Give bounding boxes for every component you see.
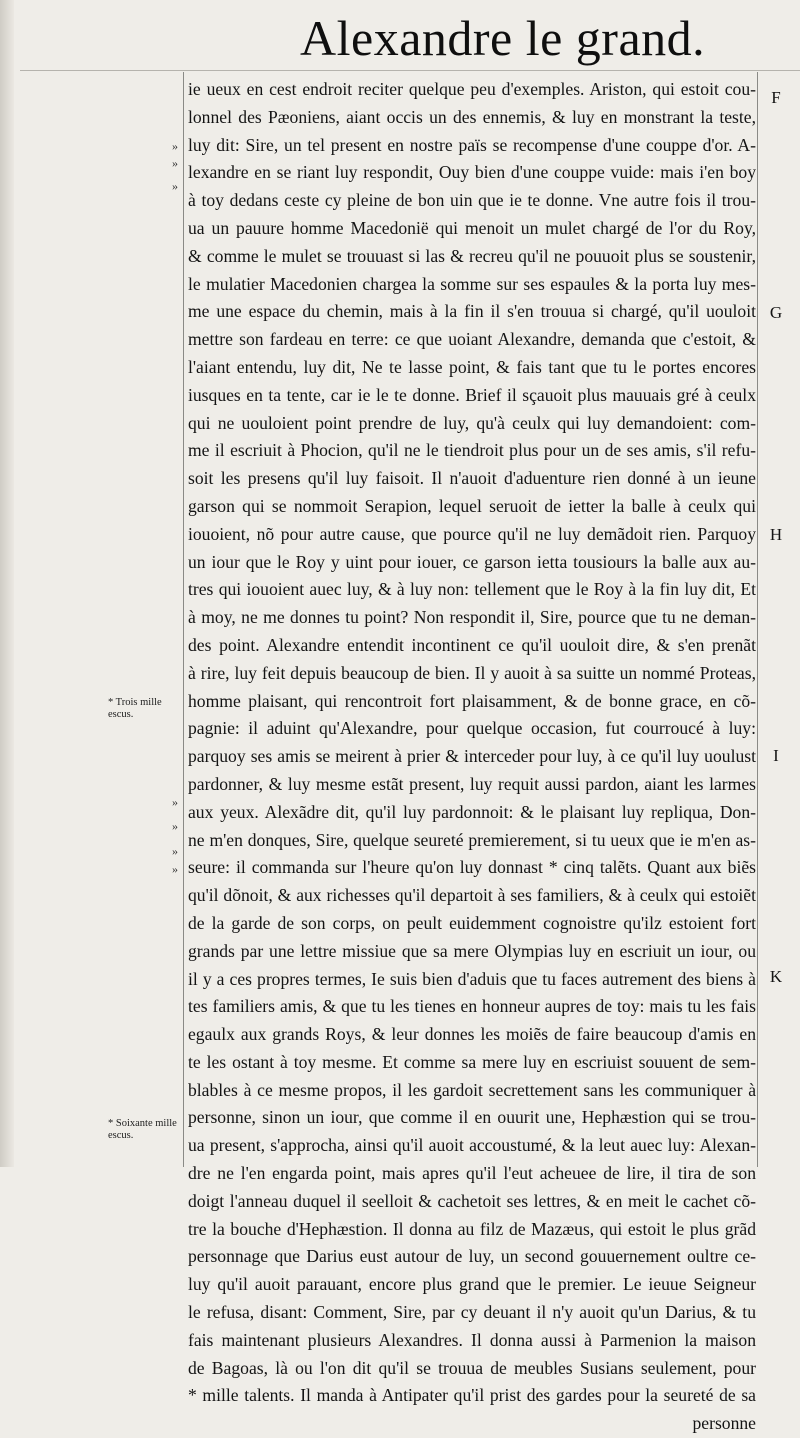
text-line: ua un pauure homme Macedonië qui menoit un mulet chargé de l'or du Roy, bbox=[188, 217, 756, 238]
margin-letter-i: I bbox=[773, 746, 779, 765]
text-line: à rire, luy feit depuis beaucoup de bien. Il y auoit à sa suitte un nommé Proteas, bbox=[188, 662, 756, 683]
text-line: lexandre en se riant luy respondit, Ouy bien d'une couppe vuide: mais i'en boy bbox=[188, 162, 756, 183]
quote-mark: » bbox=[172, 819, 178, 833]
text-line: l'aiant entendu, luy dit, Ne te lasse point, & fais tant que tu le portes encores bbox=[188, 356, 756, 377]
text-line: parquoy ses amis se meirent à prier & interceder pour luy, à ce qu'il luy uoulust bbox=[188, 746, 756, 767]
quote-mark: » bbox=[172, 139, 178, 153]
quote-mark: » bbox=[172, 795, 178, 809]
text-line: le refusa, disant: Comment, Sire, par cy deuant il n'y auoit qu'un Darius, & tu bbox=[188, 1302, 756, 1323]
text-line: personnage que Darius eust autour de luy, un second gouuernement oultre ce- bbox=[188, 1246, 756, 1267]
text-line: luy qu'il auoit parauant, encore plus grand que le premier. Le ieuue Seigneur bbox=[188, 1274, 756, 1295]
text-line: me il escriuit à Phocion, qu'il ne le tiendroit plus pour un de ses amis, s'il refu- bbox=[188, 440, 756, 461]
text-line: dre ne l'en engarda point, mais apres qu'il l'eut acheuee de lire, il tira de son bbox=[188, 1163, 756, 1184]
text-line: tre la bouche d'Hephæstion. Il donna au filz de Mazæus, qui estoit le plus grãd bbox=[188, 1218, 756, 1239]
text-line: iusques en ta tente, car ie le te donne. Brief il sçauoit plus mauuais gré à ceulx bbox=[188, 384, 756, 405]
text-line: ie ueux en cest endroit reciter quelque peu d'exemples. Ariston, qui estoit cou- bbox=[188, 79, 756, 99]
page-edge bbox=[0, 0, 14, 1167]
text-line: il y a ces propres termes, Ie suis bien d'aduis que tu faces autrement des biens à bbox=[188, 968, 756, 989]
text-line: iouoient, nõ pour autre cause, que pource qu'il ne luy demãdoit rien. Parquoy bbox=[188, 523, 756, 544]
text-line: pagnie: il aduint qu'Alexandre, pour quelque occasion, fut courroucé à luy: bbox=[188, 718, 756, 739]
text-line: doigt l'anneau duquel il seelloit & cachetoit ses lettres, & en meit le cachet cõ- bbox=[188, 1190, 756, 1211]
text-line: qu'il dõnoit, & aux richesses qu'il departoit à ses familiers, & à ceulx qui estoiẽt bbox=[188, 885, 756, 906]
text-line: un iour que le Roy y uint pour iouer, ce garson ietta tousiours la balle aux au- bbox=[188, 551, 756, 572]
text-line: le mulatier Macedonien chargea la somme sur ses espaules & la porta luy mes- bbox=[188, 273, 756, 294]
margin-letter-k: K bbox=[769, 967, 783, 986]
text-line: tres qui iouoient auec luy, & à luy non: tellement que le Roy à la fin luy dit, Et bbox=[188, 579, 756, 600]
side-note-soixante-mille: * Soixante mille escus. bbox=[108, 1118, 177, 1141]
text-line: grands par une lettre missiue que sa mere Olympias luy en escriuit un iour, ou bbox=[188, 940, 756, 961]
text-line: personne, sinon un iour, que comme il en ouurit une, Hephæstion qui se trou- bbox=[188, 1107, 756, 1128]
text-line: soit les presens qu'il luy faisoit. Il n'auoit d'aduenture rien donné à un ieune bbox=[188, 468, 756, 489]
text-line: blables à ce mesme propos, il les gardoit secrettement sans les communiquer à bbox=[188, 1079, 756, 1100]
quote-mark: » bbox=[172, 862, 178, 876]
text-line: tes familiers amis, & que tu les tienes en honneur aupres de toy: mais tu les fais bbox=[188, 996, 756, 1017]
text-line: qui ne uouloient point prendre de luy, qu'à ceulx qui luy demandoient: com- bbox=[188, 412, 756, 433]
text-line: luy dit: Sire, un tel present en nostre païs se recompense d'une couppe d'or. A- bbox=[188, 134, 756, 155]
text-line: garson qui se nommoit Serapion, lequel seruoit de ietter la balle à ceulx qui bbox=[188, 495, 756, 516]
text-line: de la garde de son corps, on peult euidemment cognoistre qu'ilz estoient fort bbox=[188, 912, 756, 933]
text-line: & comme le mulet se trouuast si las & recreu qu'il ne pouuoit plus se soustenir, bbox=[188, 245, 756, 266]
text-line: aux yeux. Alexãdre dit, qu'il luy pardonnoit: & le plaisant luy repliqua, Don- bbox=[188, 801, 756, 822]
text-line: à moy, ne me donnes tu point? Non respondit il, Sire, pource que tu ne deman- bbox=[188, 607, 756, 628]
text-line: seure: il commanda sur l'heure qu'on luy donnast * cinq talẽts. Quant aux biẽs bbox=[188, 857, 756, 878]
text-line: te les ostant à toy mesme. Et comme sa mere luy en escriuist souuent de sem- bbox=[188, 1051, 756, 1072]
text-line: * mille talents. Il manda à Antipater qu'il prist des gardes pour la seureté de sa bbox=[188, 1385, 756, 1406]
margin-letter-f: F bbox=[771, 88, 781, 107]
text-line: me une espace du chemin, mais à la fin il s'en trouua si chargé, qu'il uouloit bbox=[188, 301, 756, 322]
quote-mark: » bbox=[172, 844, 178, 858]
header-rule bbox=[20, 70, 800, 71]
text-line: de Bagoas, là ou l'on dit qu'il se trouua de meubles Susians seulement, pour bbox=[188, 1357, 756, 1378]
text-line: egaulx aux grands Roys, & leur donnes les moiẽs de faire beaucoup d'amis en bbox=[188, 1024, 756, 1045]
text-line: ua present, s'approcha, ainsi qu'il auoit accoustumé, & la leut auec luy: Alexan- bbox=[188, 1135, 756, 1156]
text-line: lonnel des Pæoniens, aiant occis un des ennemis, & luy en monstrant la teste, bbox=[188, 106, 756, 127]
running-title: Alexandre le grand. bbox=[300, 10, 706, 66]
right-margin-rule bbox=[757, 72, 758, 1167]
body-text bbox=[188, 76, 756, 1438]
margin-letter-h: H bbox=[769, 525, 783, 544]
text-line: des point. Alexandre entendit incontinent ce qu'il uouloit dire, & s'en prenãt bbox=[188, 634, 756, 655]
text-line: mettre son fardeau en terre: ce que uoiant Alexandre, demanda que c'estoit, & bbox=[188, 329, 756, 350]
text-line: à toy dedans ceste cy pleine de bon uin que ie te donne. Vne autre fois il trou- bbox=[188, 190, 756, 211]
text-line: pardonner, & luy mesme estãt present, luy requit aussi pardon, aiant les larmes bbox=[188, 773, 756, 794]
left-margin-rule bbox=[183, 72, 184, 1167]
quote-mark: » bbox=[172, 156, 178, 170]
text-line: personne bbox=[692, 1413, 756, 1434]
quote-mark: » bbox=[172, 179, 178, 193]
text-line: homme plaisant, qui rencontroit fort plaisamment, & de bonne grace, en cõ- bbox=[188, 690, 756, 711]
text-line: fais maintenant plusieurs Alexandres. Il donna aussi à Parmenion la maison bbox=[188, 1329, 756, 1350]
side-note-trois-mille: * Trois mille escus. bbox=[108, 697, 162, 720]
text-line: ne m'en donques, Sire, quelque seureté premierement, si tu ueux que ie m'en as- bbox=[188, 829, 756, 850]
margin-letter-g: G bbox=[769, 303, 783, 322]
